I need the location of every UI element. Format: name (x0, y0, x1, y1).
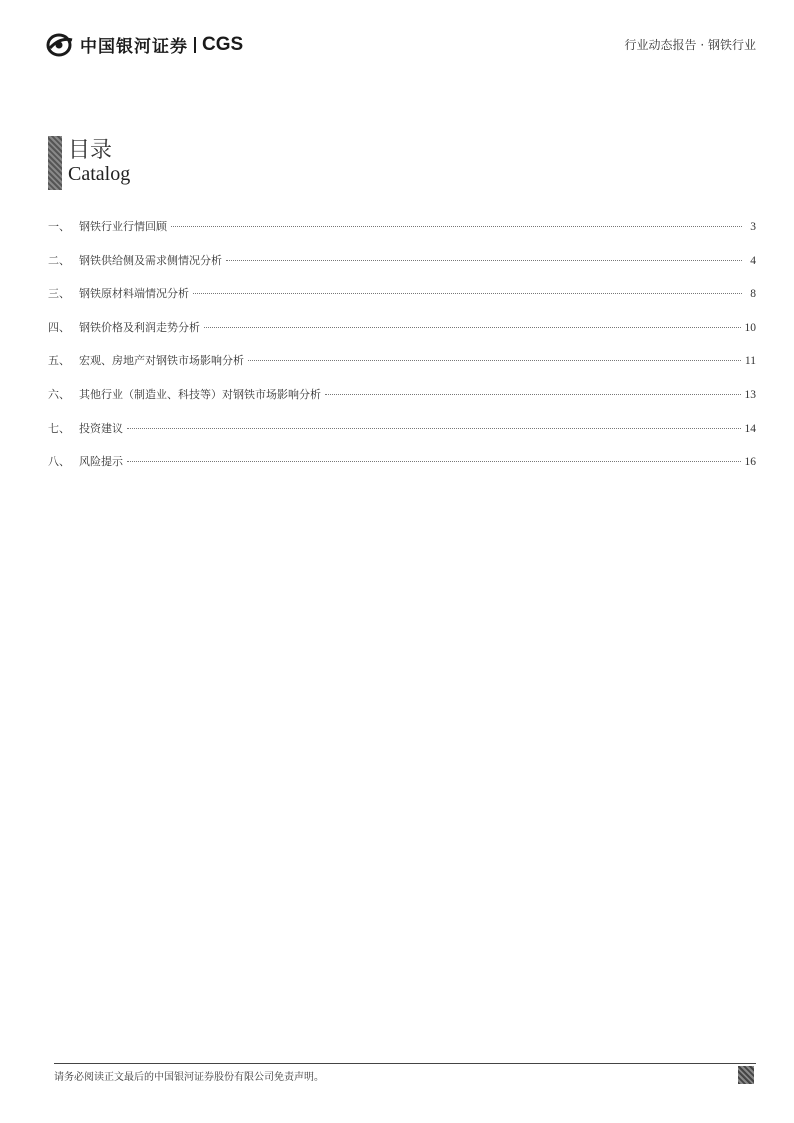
logo-chinese-name: 中国银河证券 (80, 37, 188, 57)
toc-entry-page[interactable]: 11 (744, 355, 756, 368)
toc-entry-title[interactable]: 钢铁供给侧及需求侧情况分析 (79, 253, 222, 267)
company-logo (46, 32, 243, 57)
toc-entry-page[interactable]: 16 (744, 456, 756, 469)
toc-entry[interactable] (48, 252, 756, 286)
cgs-logo-icon (46, 33, 74, 57)
toc-entry-page[interactable]: 14 (744, 422, 756, 435)
table-of-contents (48, 218, 756, 487)
toc-entry-title[interactable]: 钢铁价格及利润走势分析 (79, 320, 200, 334)
catalog-title-cn: 目录 (68, 138, 113, 163)
toc-entry-number: 七、 (48, 421, 70, 435)
toc-entry-number: 六、 (48, 387, 70, 401)
toc-entry-number: 二、 (48, 253, 70, 267)
toc-entry[interactable] (48, 352, 756, 386)
toc-leader-dots (127, 428, 741, 429)
toc-entry-title[interactable]: 投资建议 (79, 421, 123, 435)
toc-leader-dots (325, 394, 741, 395)
toc-entry[interactable] (48, 420, 756, 454)
footer-divider (54, 1063, 756, 1064)
toc-entry-page[interactable]: 10 (744, 321, 756, 334)
toc-entry-page[interactable]: 13 (744, 388, 756, 401)
toc-entry[interactable] (48, 285, 756, 319)
toc-leader-dots (193, 293, 742, 294)
toc-leader-dots (127, 461, 741, 462)
toc-entry[interactable] (48, 319, 756, 353)
catalog-title-en: Catalog (68, 163, 131, 185)
toc-entry[interactable] (48, 453, 756, 487)
heading-accent-bar (48, 136, 62, 190)
toc-leader-dots (226, 260, 742, 261)
toc-entry[interactable] (48, 386, 756, 420)
logo-english-name: CGS (202, 33, 244, 55)
toc-leader-dots (248, 360, 741, 361)
toc-leader-dots (171, 226, 742, 227)
toc-entry-page[interactable]: 4 (750, 254, 756, 267)
footer-disclaimer: 请务必阅读正文最后的中国银河证券股份有限公司免责声明。 (54, 1072, 324, 1083)
toc-entry-title[interactable]: 宏观、房地产对钢铁市场影响分析 (79, 354, 244, 368)
toc-entry-page[interactable]: 3 (750, 221, 756, 233)
toc-entry-number: 五、 (48, 354, 70, 368)
toc-entry-title[interactable]: 钢铁行业行情回顾 (79, 220, 167, 233)
toc-entry-number: 三、 (48, 287, 70, 301)
page-header (0, 0, 794, 70)
toc-entry-title[interactable]: 风险提示 (79, 455, 123, 469)
report-type-label: 行业动态报告 · 钢铁行业 (624, 38, 756, 52)
toc-entry-title[interactable]: 其他行业（制造业、科技等）对钢铁市场影响分析 (79, 387, 321, 401)
toc-leader-dots (204, 327, 741, 328)
logo-divider (194, 37, 196, 53)
toc-entry-title[interactable]: 钢铁原材料端情况分析 (79, 287, 189, 301)
footer-page-marker (738, 1066, 754, 1084)
toc-entry-number: 八、 (48, 455, 70, 469)
toc-entry-number: 四、 (48, 320, 70, 334)
toc-entry-number: 一、 (48, 220, 70, 233)
toc-entry-page[interactable]: 8 (750, 288, 756, 301)
toc-entry[interactable] (48, 218, 756, 252)
